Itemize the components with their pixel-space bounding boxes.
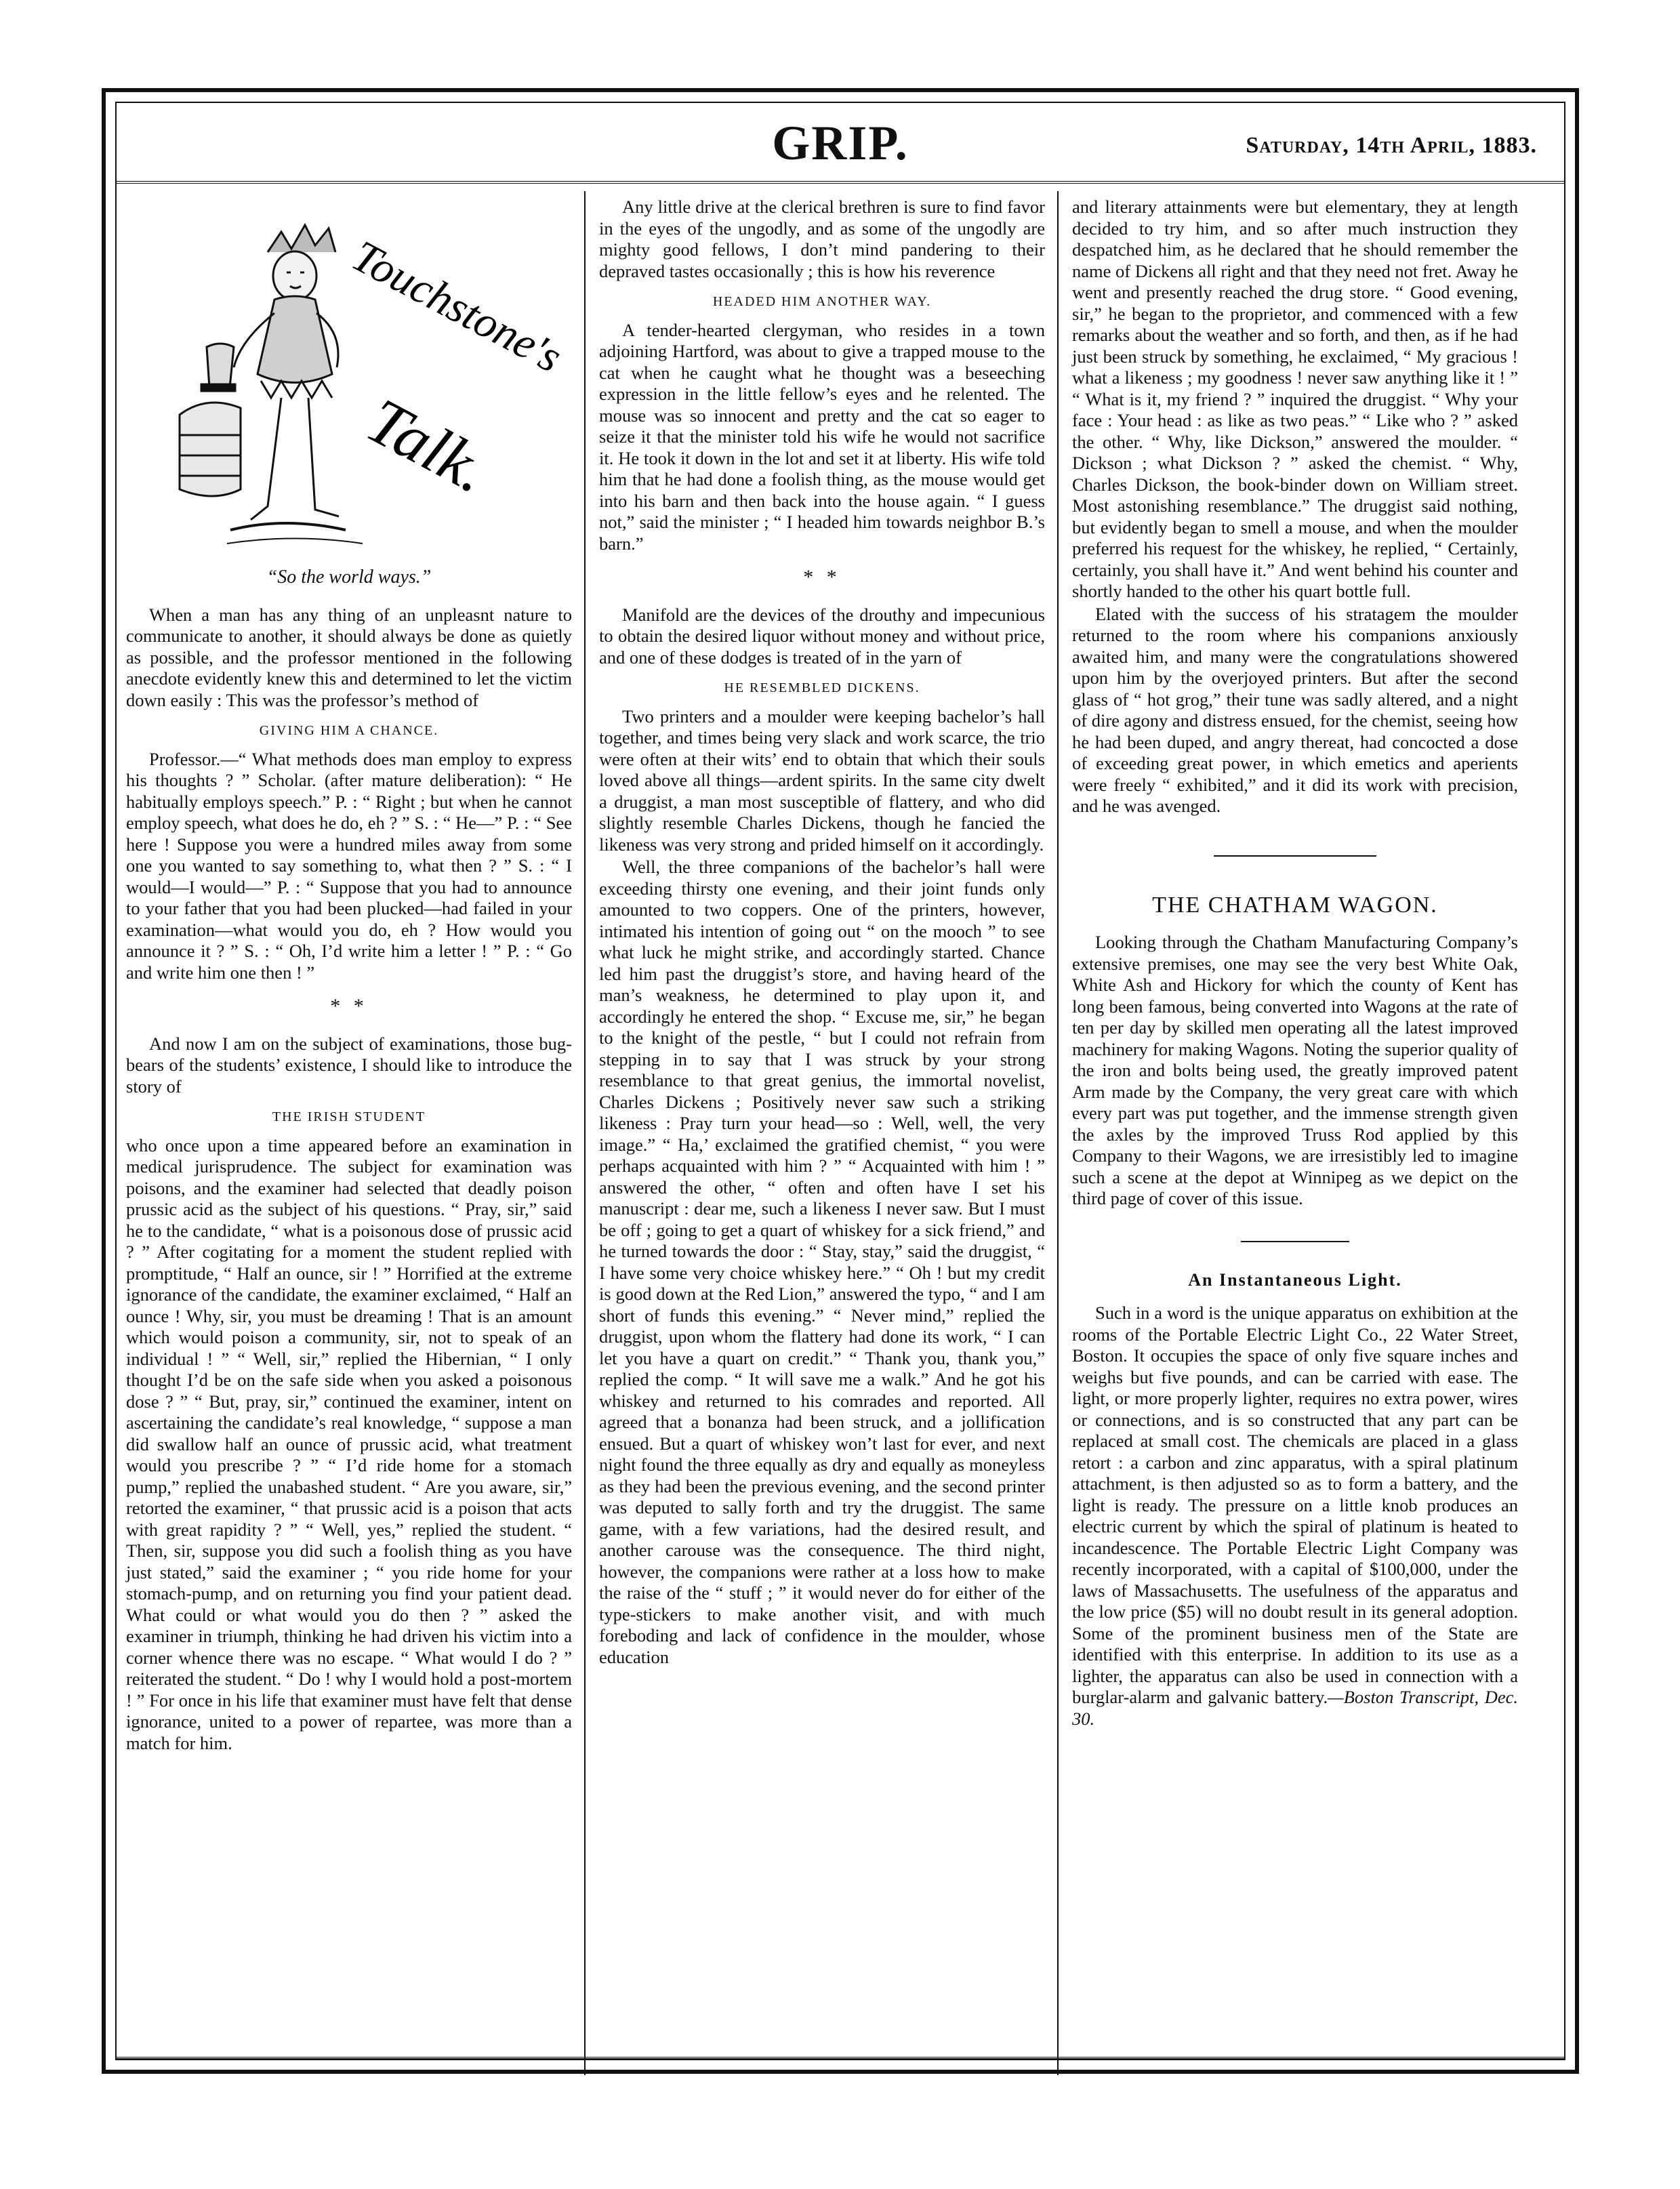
- section-break: * *: [803, 566, 841, 588]
- paragraph: When a man has any thing of an unpleasnt nature to communicate to another, it should always be done as quietly as possible, and the professor mentioned in the following anecdote evidently knew this and determined to let the victim down easily : This was the professor’s method of: [126, 604, 572, 710]
- illustration-title-talk: Talk.: [356, 384, 501, 507]
- page-header: [117, 103, 1564, 184]
- column-divider: [584, 191, 586, 2075]
- illustration-caption: “So the world ways.”: [266, 567, 432, 588]
- paragraph: Manifold are the devices of the drouthy and impecunious to obtain the desired liquor without money and without price, and one of these dodges is treated of in the yarn of: [599, 604, 1045, 668]
- paragraph: Looking through the Chatham Manufacturing Company’s extensive premises, one may see the very best White Oak, White Ash and Hickory for which the county of Kent has long been famous, being converted into Wagons at the rate of ten per day by skilled men operating all the latest improved machinery for making Wagons. Noting the superior quality of the iron and bolts being used, the greatly improved patent Arm made by the Company, the very great care with which every part was put together, and the immense strength given the axles by the improved Truss Rod applied by this Company to their Wagons, we are irresistibly led to imagine such a scene at the depot at Winnipeg as we depict on the third page of cover of this issue.: [1072, 932, 1518, 1208]
- page-inner-frame: [115, 102, 1565, 2060]
- divider: [1214, 855, 1376, 857]
- paragraph: Two printers and a moulder were keeping bachelor’s hall together, and times being very slack and work scarce, the trio were often at their wits’ end to obtain that which their souls loved above all things—ardent spirits. In the same city dwelt a druggist, a man most susceptible of flattery, and who did slightly resemble Charles Dickens, though he fancied the likeness was very strong and prided himself on it accordingly.: [599, 705, 1045, 855]
- column-divider: [1057, 191, 1059, 2075]
- paragraph-text: Such in a word is the unique apparatus on exhibition at the rooms of the Portable Electric Light Co., 22 Water Street, Boston. It occupies the space of only five square inches and weighs but five pounds, and can be carried with ease. The light, or more properly lighter, requires no extra power, wires or connections, and is so constructed that any part can be replaced at small cost. The chemicals are placed in a glass retort : a carbon and zinc apparatus, with a spiral platinum attachment, is then adjusted so as to form a battery, and the light is ready. The pressure on a little knob produces an electric current by which the spiral of platinum is heated to incandescence. The Portable Electric Light Company was recently incorporated, with a capital of $100,000, under the laws of Massachusetts. The usefulness of the apparatus and the low price ($5) will no doubt result in its general adoption. Some of the prominent business men of the State are identified with this enterprise. In addition to its use as a lighter, the apparatus can also be used in connection with a burglar-alarm and galvanic battery.: [1072, 1303, 1518, 1707]
- subheading: HEADED HIM ANOTHER WAY.: [712, 294, 932, 309]
- dateline: Saturday, 14th April, 1883.: [1246, 133, 1537, 158]
- source-credit: —Boston Transcript, Dec. 30.: [1072, 1687, 1518, 1729]
- paragraph: Well, the three companions of the bachelor’s hall were exceeding thirsty one evening, and their joint funds only amounted to two coppers. One of the printers, however, intimated his intention of going out “ on the mooch ” to see what luck he might strike, and accordingly started. Chance led him past the druggist’s store, and having heard of the man’s weakness, he determined to play upon it, and accordingly he entered the shop. “ Excuse me, sir,” he began to the knight of the pestle, “ but I could not refrain from stepping in to say that I was struck by your strong resemblance to that great genius, the immortal novelist, Charles Dickens ; Positively never saw such a striking likeness : Pray turn your head—so : Well, well, the very image.” “ Ha,’ exclaimed the gratified chemist, “ you were perhaps acquainted with him ? ” “ Acquainted with him ! ” answered the other, “ often and often have I set his manuscript : dear me, such a likeness I never saw. But I must be off ; going to get a quart of whiskey for a sick friend,” and he turned towards the door : “ Stay, stay,” said the druggist, “ I have some very choice whiskey here.” “ Oh ! but my credit is good down at the Red Lion,” answered the typo, “ and I am short of funds this evening.” “ Never mind,” replied the druggist, upon whom the flattery had done its work, “ I can let you have a quart on credit.” “ Thank you, thank you,” replied the comp. “ It will save me a walk.” And he got his whiskey and returned to his comrades and reported. All agreed that a bonanza had been struck, and a jollification ensued. But a quart of whiskey won’t last for ever, and next night found the three equally as dry and equally as moneyless as they had been the previous evening, and the second printer was deputed to sally forth and try the druggist. The same game, with a few variations, had the desired result, and another carouse was the consequence. The third night, however, the companions were rather at a loss how to make the raise of the “ stuff ; ” it would never do for either of the type-stickers to make another visit, and with much foreboding and lack of confidence in the moulder, whose education: [599, 857, 1045, 1667]
- subheading: GIVING HIM A CHANCE.: [259, 723, 439, 738]
- paragraph: A tender-hearted clergyman, who resides in a town adjoining Hartford, was about to give a trapped mouse to the cat when he caught what he thought was a beseeching expression in the little fellow’s eyes and he relented. The mouse was so innocent and pretty and the cat so eager to seize it that the minister told his wife he would not sacrifice it. He took it down in the lot and set it at liberty. His wife told him that he had done a foolish thing, as the mouse would get into his barn and then back into the house again. “ I guess not,” said the minister ; “ I headed him towards neighbor B.’s barn.”: [599, 319, 1045, 554]
- paragraph: Any little drive at the clerical brethren is sure to find favor in the eyes of the ungodly, and as some of the ungodly are mighty good fellows, I don’t mind pandering to their depraved tastes occasionally ; this is how his reverence: [599, 197, 1045, 281]
- paragraph: And now I am on the subject of examinations, those bug-bears of the students’ existence, I should like to introduce the story of: [126, 1033, 572, 1097]
- paragraph: and literary attainments were but elementary, they at length decided to try him, and so after much instruction they despatched him, as he declared that he should remember the name of Dickens all right and that they need not fret. Away he went and presently reached the drug store. “ Good evening, sir,” he began to the proprietor, and commenced with a few remarks about the weather and so forth, and then, as if he had just been struck by something, he exclaimed, “ My gracious ! what a likeness ; my goodness ! never saw anything like it ! ” “ What is it, my friend ? ” inquired the druggist. “ Why your face : Your head : as like as two peas.” “ Like who ? ” asked the other. “ Why, like Dickson,” answered the moulder. “ Dickson ; what Dickson ? ” asked the chemist. “ Why, Charles Dickson, the book-binder down on William street. Most astonishing resemblance.” The druggist said nothing, but evidently began to smell a mouse, and when the moulder preferred his request for the whiskey, he replied, “ Certainly, certainly, you shall have it.” And went behind his counter and shortly handed to the other his quart bottle full.: [1072, 197, 1518, 601]
- section-break: * *: [330, 995, 368, 1017]
- paragraph: Elated with the success of his stratagem the moulder returned to the room where his companions anxiously awaited him, and many were the congratulations showered upon him by the overjoyed printers. But after the second glass of “ hot grog,” their tune was sadly altered, and a night of dire agony and distress ensued, for the chemist, seeing how he had been duped, and angry thereat, had concocted a dose of exceeding great power, in which emetics and aperients were freely “ exhibited,” and it did its work with precision, and he was avenged.: [1072, 603, 1518, 816]
- jester-illustration: [166, 211, 570, 557]
- illustration-title-touchstones: Touchstone's: [344, 230, 570, 382]
- paragraph: [1072, 1303, 1518, 1730]
- column-left: [126, 197, 572, 2067]
- divider: [1241, 1241, 1349, 1242]
- page-frame: [102, 88, 1579, 2074]
- paragraph: Professor.—“ What methods does man employ to express his thoughts ? ” Scholar. (after mature deliberation): “ He habitually employs speech.” P. : “ Right ; but when he cannot employ speech, what does he do, eh ? ” S. : “ He—” P. : “ See here ! Suppose you were a hundred miles away from some one you wanted to say something to, what then ? ” S. : “ I would—I would—” P. : “ Suppose that you had to announce to your father that you had been plucked—had failed in your examination—what would you do, eh ? How would you announce it ? ” S. : “ Oh, I’d write him a letter ! ” P. : “ Go and write him one then ! ”: [126, 748, 572, 983]
- bottom-rule: [117, 2057, 1564, 2059]
- subheading: THE IRISH STUDENT: [272, 1109, 426, 1124]
- section-title: An Instantaneous Light.: [1188, 1269, 1402, 1290]
- column-right: [1072, 197, 1518, 2081]
- subheading: HE RESEMBLED DICKENS.: [724, 680, 920, 695]
- masthead: GRIP.: [772, 116, 909, 170]
- section-title: THE CHATHAM WAGON.: [1152, 892, 1438, 918]
- paragraph: who once upon a time appeared before an examination in medical jurisprudence. The subject for examination was poisons, and the examiner had selected that deadly poison prussic acid as the subject of his questions. “ Pray, sir,” said he to the candidate, “ what is a poisonous dose of prussic acid ? ” After cogitating for a moment the student replied with promptitude, “ Half an ounce, sir ! ” Horrified at the extreme ignorance of the candidate, the examiner exclaimed, “ Half an ounce ! Why, sir, you must be dreaming ! That is an amount which would poison a community, sir, not to speak of an individual ! ” “ Well, sir,” replied the Hibernian, “ I only thought I’d be on the safe side when you asked a poisonous dose ? ” “ But, pray, sir,” continued the examiner, intent on ascertaining the candidate’s real knowledge, “ suppose a man did swallow half an ounce of prussic acid, what treatment would you prescribe ? ” “ I’d ride home for a stomach pump,” replied the unabashed student. “ Are you aware, sir,” retorted the examiner, “ that prussic acid is a poison that acts with great rapidity ? ” “ Well, yes,” replied the student. “ Then, sir, suppose you did such a foolish thing as you have just stated,” said the examiner ; “ you ride home for your stomach-pump, and on returning you find your patient dead. What could or what would you do then ? ” asked the examiner in triumph, thinking he had driven his victim into a corner whence there was no escape. “ What would I do ? ” reiterated the student. “ Do ! why I would hold a post-mortem ! ” For once in his life that examiner must have felt that dense ignorance, united to a power of repartee, was more than a match for him.: [126, 1134, 572, 1753]
- column-middle: [599, 197, 1045, 2081]
